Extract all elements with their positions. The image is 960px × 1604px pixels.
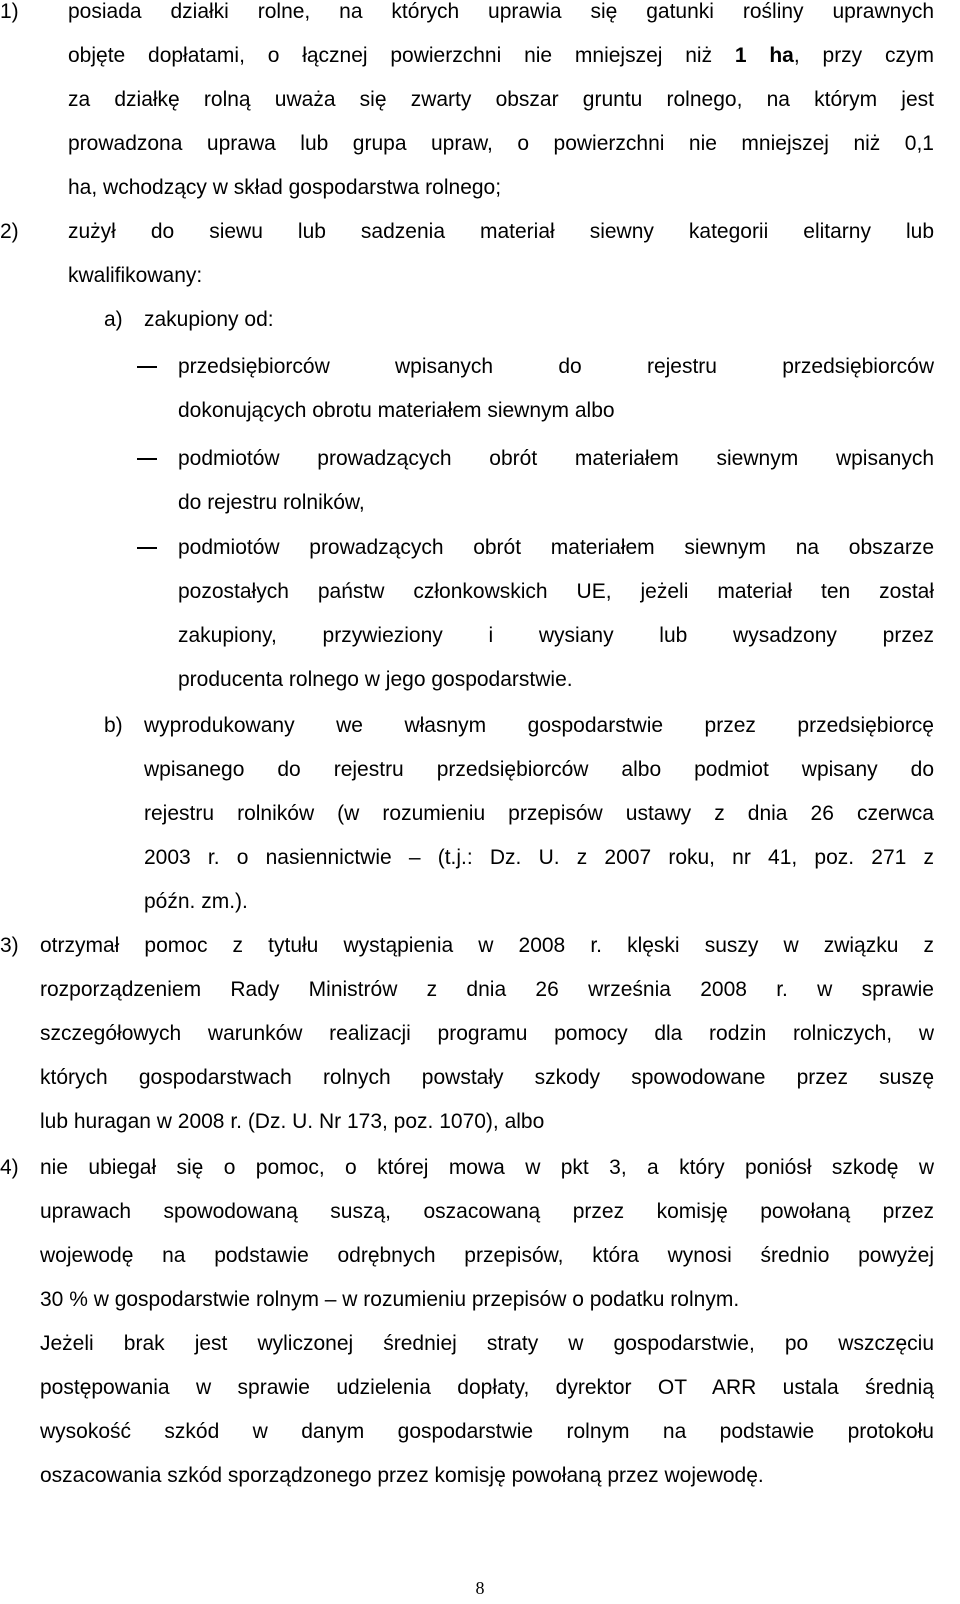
bullet-2-line-2: do rejestru rolników, [178,491,365,514]
subitem-a-marker: a) [104,308,123,331]
item-1-line-3: za działkę rolną uważa się zwarty obszar gruntu rolnego, na którym jest [68,88,934,111]
bullet-3-line-3: zakupiony, przywieziony i wysiany lub wysadzony przez [178,624,934,647]
subitem-b-line-1: wyprodukowany we własnym gospodarstwie przez przedsiębiorcę [144,714,934,737]
closing-line-2: postępowania w sprawie udzielenia dopłaty, dyrektor OT ARR ustala średnią [40,1376,934,1399]
item-1-line-5: ha, wchodzący w skład gospodarstwa rolnego; [68,176,502,199]
min-area-bold: 1 ha [734,44,794,67]
closing-line-3: wysokość szkód w danym gospodarstwie rolnym na podstawie protokołu [40,1420,934,1443]
closing-line-4: oszacowania szkód sporządzonego przez komisję powołaną przez wojewodę. [40,1464,764,1487]
subitem-b-line-3: rejestru rolników (w rozumieniu przepisów ustawy z dnia 26 czerwca [144,802,934,825]
item-4-marker: 4) [0,1156,19,1179]
subitem-b-line-5: późn. zm.). [144,890,248,913]
item-2-line-2: kwalifikowany: [68,264,203,287]
item-4-line-1: nie ubiegał się o pomoc, o której mowa w pkt 3, a który poniósł szkodę w [40,1156,934,1179]
item-4-line-3: wojewodę na podstawie odrębnych przepisów, która wynosi średnio powyżej [40,1244,934,1267]
item-3-line-2: rozporządzeniem Rady Ministrów z dnia 26 września 2008 r. w sprawie [40,978,934,1001]
item-3-line-5: lub huragan w 2008 r. (Dz. U. Nr 173, poz. 1070), albo [40,1110,545,1133]
closing-line-1: Jeżeli brak jest wyliczonej średniej straty w gospodarstwie, po wszczęciu [40,1332,934,1355]
item-3-line-3: szczegółowych warunków realizacji programu pomocy dla rodzin rolniczych, w [40,1022,934,1045]
item-2-line-1: zużył do siewu lub sadzenia materiał siewny kategorii elitarny lub [68,220,934,243]
subitem-b-line-4: 2003 r. o nasiennictwie – (t.j.: Dz. U. z 2007 roku, nr 41, poz. 271 z [144,846,934,869]
item-4-line-4: 30 % w gospodarstwie rolnym – w rozumieniu przepisów o podatku rolnym. [40,1288,740,1311]
item-1-line-1: posiada działki rolne, na których uprawia się gatunki rośliny uprawnych [68,0,934,23]
item-4-line-2: uprawach spowodowaną suszą, oszacowaną przez komisję powołaną przez [40,1200,934,1223]
item-1-line-2: objęte dopłatami, o łącznej powierzchni nie mniejszej niż 1 ha, przy czym [68,44,934,67]
item-1-line-4: prowadzona uprawa lub grupa upraw, o powierzchni nie mniejszej niż 0,1 [68,132,934,155]
dash-bullet [137,366,157,368]
bullet-3-line-1: podmiotów prowadzących obrót materiałem siewnym na obszarze [178,536,934,559]
subitem-a-line-1: zakupiony od: [144,308,274,331]
item-2-marker: 2) [0,220,19,243]
page-number: 8 [475,1578,485,1598]
bullet-1-line-1: przedsiębiorców wpisanych do rejestru przedsiębiorców [178,355,934,378]
dash-bullet [137,547,157,549]
item-3-line-1: otrzymał pomoc z tytułu wystąpienia w 2008 r. klęski suszy w związku z [40,934,934,957]
item-3-line-4: których gospodarstwach rolnych powstały szkody spowodowane przez suszę [40,1066,934,1089]
subitem-b-marker: b) [104,714,123,737]
bullet-1-line-2: dokonujących obrotu materiałem siewnym albo [178,399,615,422]
item-3-marker: 3) [0,934,19,957]
dash-bullet [137,458,157,460]
bullet-3-line-4: producenta rolnego w jego gospodarstwie. [178,668,573,691]
item-1-marker: 1) [0,0,19,23]
bullet-2-line-1: podmiotów prowadzących obrót materiałem siewnym wpisanych [178,447,934,470]
bullet-3-line-2: pozostałych państw członkowskich UE, jeżeli materiał ten został [178,580,934,603]
subitem-b-line-2: wpisanego do rejestru przedsiębiorców albo podmiot wpisany do [144,758,934,781]
